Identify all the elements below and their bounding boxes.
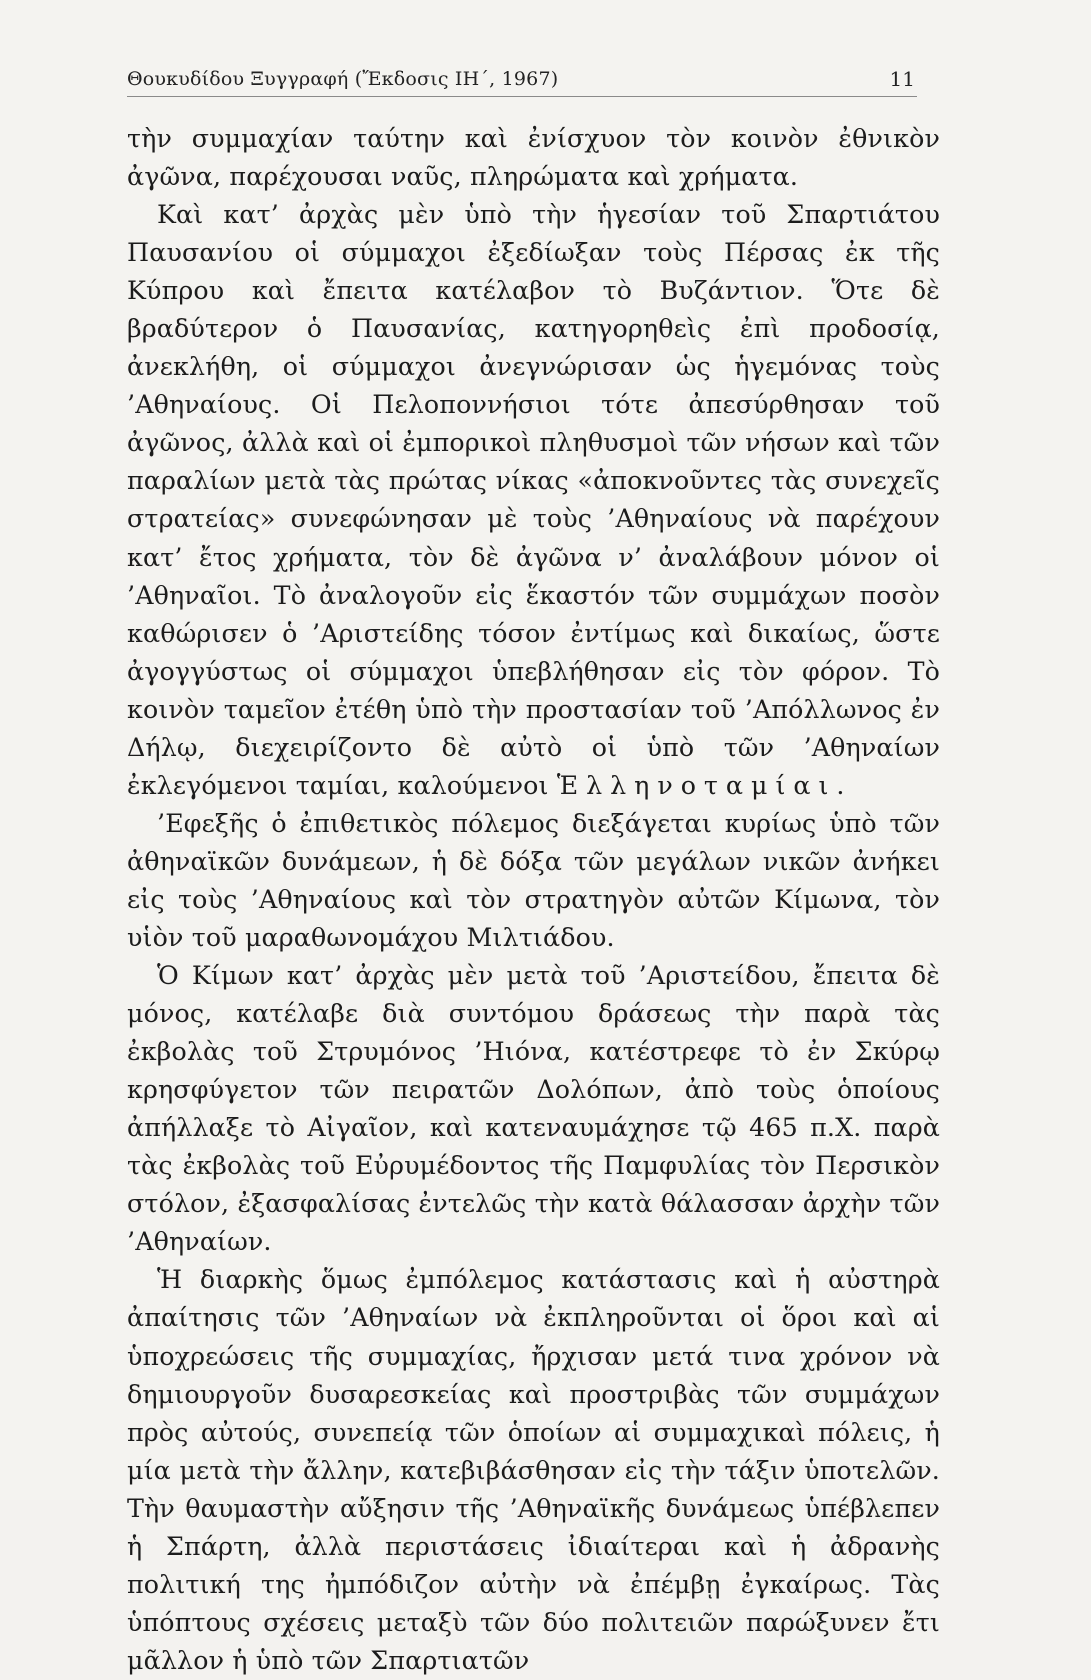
paragraph-4: Ὁ Κίμων κατ’ ἀρχὰς μὲν μετὰ τοῦ ’Αριστείδου, ἔπειτα δὲ μόνος, κατέλαβε διὰ συντόμου δράσεως τὴν παρὰ τὰς ἐκβολὰς τοῦ Στρυμόνος ’Ηιόνα, κατέστρεφε τὸ ἐν Σκύρῳ κρησφύγετον τῶν πειρατῶν Δολόπων, ἀπὸ τοὺς ὁποίους ἀπήλλαξε τὸ Αἰγαῖον, καὶ κατεναυμάχησε τῷ 465 π.Χ. παρὰ τὰς ἐκβολὰς τοῦ Εὐρυμέδοντος τῆς Παμφυλίας τὸν Περσικὸν στόλον, ἐξασφαλίσας ἐντελῶς τὴν κατὰ θάλασσαν ἀρχὴν τῶν ’Αθηναίων. xyxy=(127,961,940,1257)
paragraph-3: ’Εφεξῆς ὁ ἐπιθετικὸς πόλεμος διεξάγεται κυρίως ὑπὸ τῶν ἀθηναϊκῶν δυνάμεων, ἡ δὲ δόξα τῶν μεγάλων νικῶν ἀνήκει εἰς τοὺς ’Αθηναίους καὶ τὸν στρατηγὸν αὐτῶν Κίμωνα, τὸν υἱὸν τοῦ μαραθωνομάχου Μιλτιάδου. xyxy=(127,808,940,952)
running-title: Θουκυδίδου Ξυγγραφή (Ἔκδοσις ΙΗ΄, 1967) xyxy=(127,68,559,90)
page-number: 11 xyxy=(889,67,915,91)
emphasized-term: Ἑλληνοταμίαι xyxy=(556,770,837,800)
paragraph-2-end: . xyxy=(836,770,845,800)
paragraph-1: τὴν συμμαχίαν ταύτην καὶ ἐνίσχυον τὸν κοινὸν ἐθνικὸν ἀγῶνα, παρέχουσαι ναῦς, πληρώματα καὶ χρήματα. xyxy=(127,124,940,192)
body-text xyxy=(127,120,940,1680)
paragraph-5: Ἡ διαρκὴς ὅμως ἐμπόλεμος κατάστασις καὶ ἡ αὐστηρὰ ἀπαίτησις τῶν ’Αθηναίων νὰ ἐκπληροῦνται οἱ ὅροι καὶ αἱ ὑποχρεώσεις τῆς συμμαχίας, ἤρχισαν μετά τινα χρόνον νὰ δημιουργοῦν δυσαρεσκείας καὶ προστριβὰς τῶν συμμάχων πρὸς αὐτούς, συνεπείᾳ τῶν ὁποίων αἱ συμμαχικαὶ πόλεις, ἡ μία μετὰ τὴν ἄλλην, κατεβιβάσθησαν εἰς τὴν τάξιν ὑποτελῶν. Τὴν θαυμαστὴν αὔξησιν τῆς ’Αθηναϊκῆς δυνάμεως ὑπέβλεπεν ἡ Σπάρτη, ἀλλὰ περιστάσεις ἰδιαίτεραι καὶ ἡ ἀδρανὴς πολιτική της ἠμπόδιζον αὐτὴν νὰ ἐπέμβῃ ἐγκαίρως. Τὰς ὑπόπτους σχέσεις μεταξὺ τῶν δύο πολιτειῶν παρώξυνεν ἔτι μᾶλλον ἡ ὑπὸ τῶν Σπαρτιατῶν xyxy=(127,1265,940,1675)
paragraph-2-text: Καὶ κατ’ ἀρχὰς μὲν ὑπὸ τὴν ἡγεσίαν τοῦ Σπαρτιάτου Παυσανίου οἱ σύμμαχοι ἐξεδίωξαν τοὺς Πέρσας ἐκ τῆς Κύπρου καὶ ἔπειτα κατέλαβον τὸ Βυζάντιον. Ὅτε δὲ βραδύτερον ὁ Παυσανίας, κατηγορηθεὶς ἐπὶ προδοσίᾳ, ἀνεκλήθη, οἱ σύμμαχοι ἀνεγνώρισαν ὡς ἡγεμόνας τοὺς ’Αθηναίους. Οἱ Πελοποννήσιοι τότε ἀπεσύρθησαν τοῦ ἀγῶνος, ἀλλὰ καὶ οἱ ἐμπορικοὶ πληθυσμοὶ τῶν νήσων καὶ τῶν παραλίων μετὰ τὰς πρώτας νίκας «ἀποκνοῦντες τὰς συνεχεῖς στρατείας» συνεφώνησαν μὲ τοὺς ’Αθηναίους νὰ παρέχουν κατ’ ἔτος χρήματα, τὸν δὲ ἀγῶνα ν’ ἀναλάβουν μόνον οἱ ’Αθηναῖοι. Τὸ ἀναλογοῦν εἰς ἕκαστόν τῶν συμμάχων ποσὸν καθώρισεν ὁ ’Αριστείδης τόσον ἐντίμως καὶ δικαίως, ὥστε ἀγογγύστως οἱ σύμμαχοι ὑπεβλήθησαν εἰς τὸν φόρον. Τὸ κοινὸν ταμεῖον ἐτέθη ὑπὸ τὴν προστασίαν τοῦ ’Απόλλωνος ἐν Δήλῳ, διεχειρίζοντο δὲ αὐτὸ οἱ ὑπὸ τῶν ’Αθηναίων ἐκλεγόμενοι ταμίαι, καλούμενοι xyxy=(127,200,940,800)
running-header xyxy=(127,62,917,97)
paragraph-2 xyxy=(127,196,940,805)
